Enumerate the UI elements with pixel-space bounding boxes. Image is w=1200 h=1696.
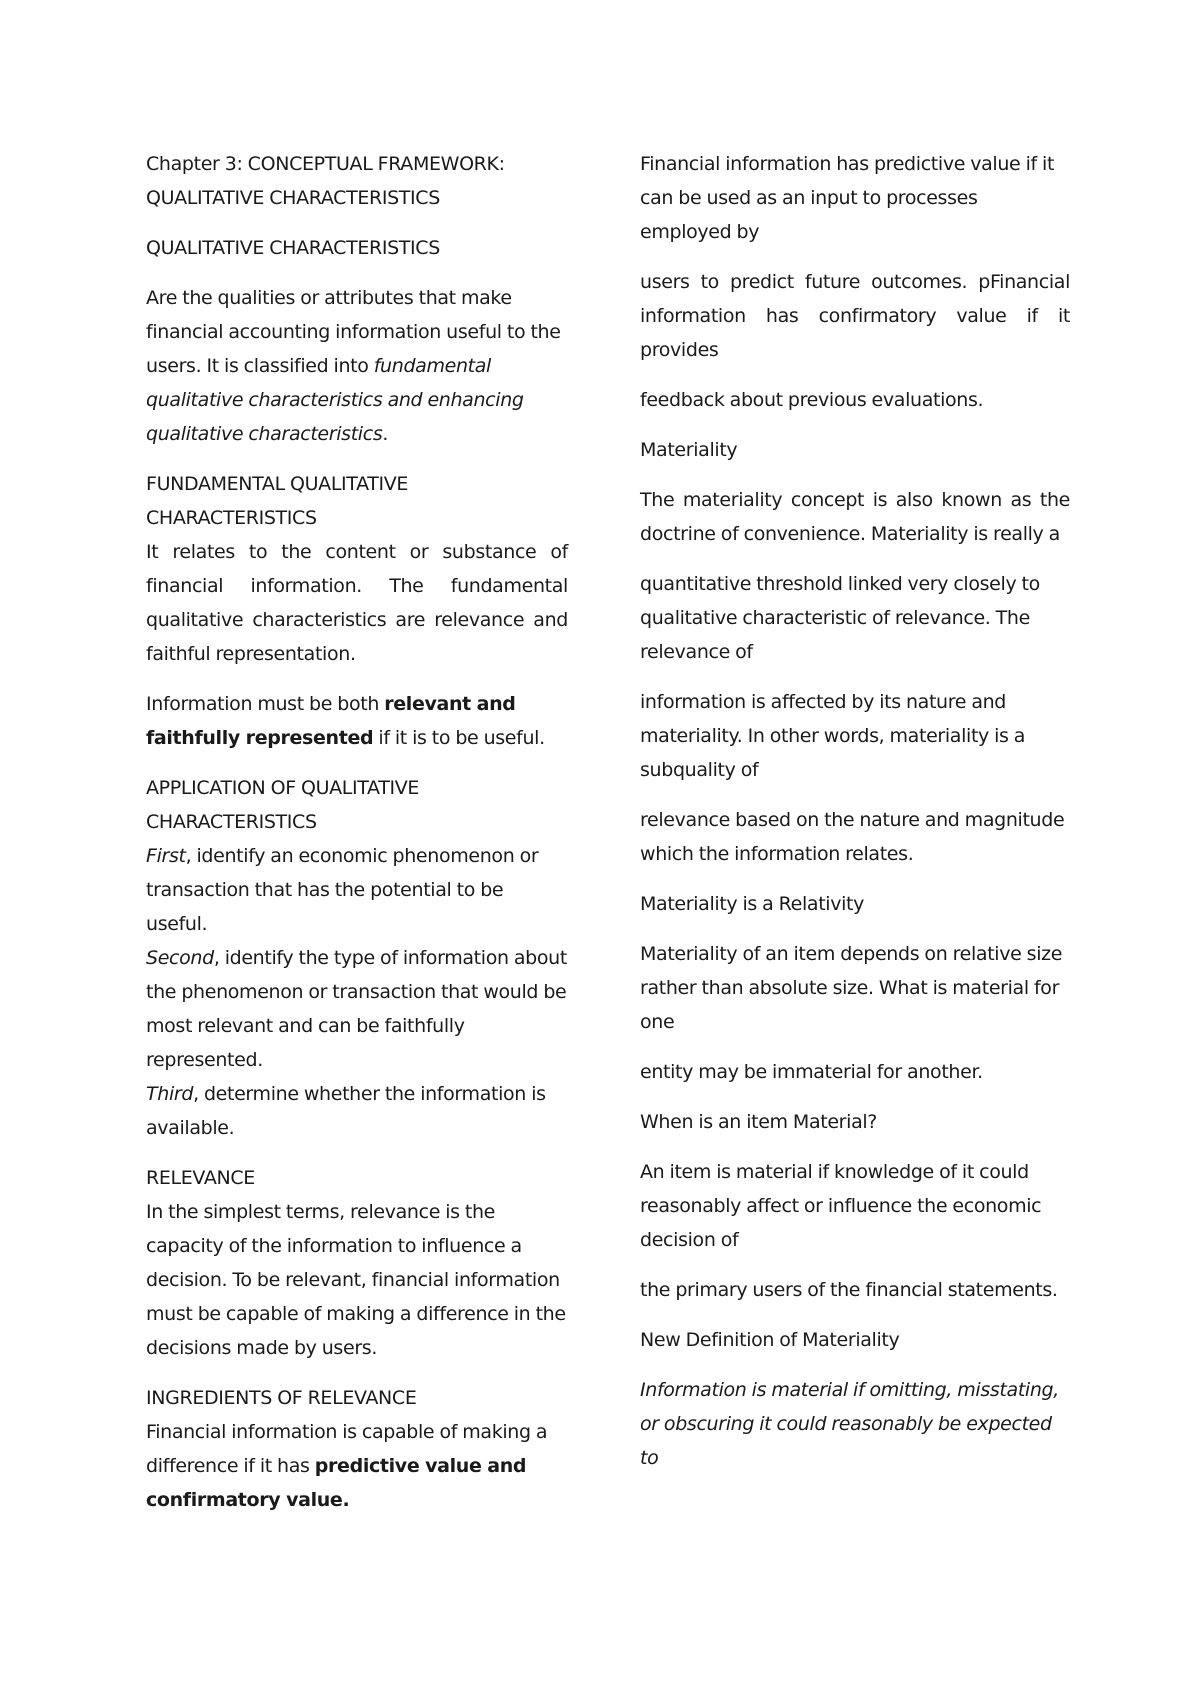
heading-materiality bbox=[640, 433, 1070, 467]
heading-ingredients-of-relevance-segment: INGREDIENTS OF RELEVANCE bbox=[146, 1387, 417, 1409]
information-nature-text-segment: information is affected by its nature and materiality. In other words, materiality is a subquality of bbox=[640, 691, 1026, 781]
right-column bbox=[640, 147, 1070, 1491]
heading-when-material bbox=[640, 1105, 1070, 1139]
qualitative-characteristics-definition bbox=[146, 281, 568, 451]
predictive-value-text-segment: Financial information has predictive value if it can be used as an input to processes employed by bbox=[640, 153, 1055, 243]
confirmatory-value-text bbox=[640, 265, 1070, 367]
heading-qualitative-characteristics-segment: QUALITATIVE CHARACTERISTICS bbox=[146, 237, 440, 259]
application-step-first bbox=[146, 839, 568, 941]
heading-fundamental-qualitative-characteristics bbox=[146, 467, 568, 535]
feedback-text bbox=[640, 383, 1070, 417]
fundamental-characteristics-text bbox=[146, 535, 568, 671]
heading-application-segment: APPLICATION OF QUALITATIVE CHARACTERISTICS bbox=[146, 777, 420, 833]
heading-relevance bbox=[146, 1161, 568, 1195]
ingredients-text-segment: Financial information is capable of making a difference if it has bbox=[146, 1421, 548, 1477]
heading-application bbox=[146, 771, 568, 839]
new-definition-text bbox=[640, 1373, 1070, 1475]
materiality-concept-text-segment: The materiality concept is also known as the doctrine of convenience. Materiality is really a bbox=[640, 489, 1070, 545]
relevance-definition-segment: In the simplest terms, relevance is the capacity of the information to influence a decision. To be relevant, financial information must be capable of making a difference in the decisions made by users. bbox=[146, 1201, 566, 1359]
predictive-value-text bbox=[640, 147, 1070, 249]
application-step-third-segment: , determine whether the information is available. bbox=[146, 1083, 546, 1139]
immaterial-text bbox=[640, 1055, 1070, 1089]
primary-users-text bbox=[640, 1273, 1070, 1307]
qualitative-characteristics-definition-segment: . bbox=[382, 423, 389, 445]
application-step-second-segment: Second bbox=[146, 947, 214, 969]
application-step-first-segment: First bbox=[146, 845, 186, 867]
relevant-and-faithful-statement-segment: Information must be both bbox=[146, 693, 385, 715]
heading-materiality-relativity bbox=[640, 887, 1070, 921]
relevant-and-faithful-statement bbox=[146, 687, 568, 755]
materiality-concept-text bbox=[640, 483, 1070, 551]
ingredients-text-segment: predictive value and confirmatory value. bbox=[146, 1455, 527, 1511]
information-nature-text bbox=[640, 685, 1070, 787]
chapter-title-segment: Chapter 3: CONCEPTUAL FRAMEWORK: QUALITATIVE CHARACTERISTICS bbox=[146, 153, 505, 209]
application-step-third-segment: Third bbox=[146, 1083, 194, 1105]
heading-relevance-segment: RELEVANCE bbox=[146, 1167, 255, 1189]
chapter-title bbox=[146, 147, 568, 215]
relative-size-text bbox=[640, 937, 1070, 1039]
application-step-second bbox=[146, 941, 568, 1077]
application-step-third bbox=[146, 1077, 568, 1145]
heading-ingredients-of-relevance bbox=[146, 1381, 568, 1415]
heading-materiality-segment: Materiality bbox=[640, 439, 738, 461]
quantitative-threshold-text-segment: quantitative threshold linked very closely to qualitative characteristic of relevance. The relevance of bbox=[640, 573, 1040, 663]
heading-when-material-segment: When is an item Material? bbox=[640, 1111, 878, 1133]
qualitative-characteristics-definition-segment: fundamental qualitative characteristics and enhancing qualitative characteristics bbox=[146, 355, 524, 445]
ingredients-text bbox=[146, 1415, 568, 1517]
heading-new-definition-segment: New Definition of Materiality bbox=[640, 1329, 900, 1351]
relevant-and-faithful-statement-segment: relevant and faithfully represented bbox=[146, 693, 516, 749]
relevance-nature-text-segment: relevance based on the nature and magnitude which the information relates. bbox=[640, 809, 1065, 865]
confirmatory-value-text-segment: users to predict future outcomes. pFinancial information has confirmatory value if it provides bbox=[640, 271, 1070, 361]
quantitative-threshold-text bbox=[640, 567, 1070, 669]
item-material-text bbox=[640, 1155, 1070, 1257]
application-step-second-segment: , identify the type of information about the phenomenon or transaction that would be most relevant and can be faithfully represented. bbox=[146, 947, 567, 1071]
new-definition-text-segment: Information is material if omitting, misstating, or obscuring it could reasonably be expected to bbox=[640, 1379, 1059, 1469]
relevant-and-faithful-statement-segment: if it is to be useful. bbox=[373, 727, 545, 749]
relative-size-text-segment: Materiality of an item depends on relative size rather than absolute size. What is material for one bbox=[640, 943, 1063, 1033]
immaterial-text-segment: entity may be immaterial for another. bbox=[640, 1061, 983, 1083]
item-material-text-segment: An item is material if knowledge of it could reasonably affect or influence the economic decision of bbox=[640, 1161, 1042, 1251]
heading-qualitative-characteristics bbox=[146, 231, 568, 265]
fundamental-characteristics-text-segment: It relates to the content or substance of financial information. The fundamental qualitative characteristics are relevance and faithful representation. bbox=[146, 541, 568, 665]
feedback-text-segment: feedback about previous evaluations. bbox=[640, 389, 984, 411]
left-column bbox=[146, 147, 568, 1533]
heading-materiality-relativity-segment: Materiality is a Relativity bbox=[640, 893, 865, 915]
qualitative-characteristics-definition-segment: Are the qualities or attributes that make financial accounting information useful to the users. It is classified into bbox=[146, 287, 561, 377]
application-step-first-segment: , identify an economic phenomenon or transaction that has the potential to be useful. bbox=[146, 845, 539, 935]
heading-new-definition bbox=[640, 1323, 1070, 1357]
relevance-nature-text bbox=[640, 803, 1070, 871]
heading-fundamental-qualitative-characteristics-segment: FUNDAMENTAL QUALITATIVE CHARACTERISTICS bbox=[146, 473, 409, 529]
relevance-definition bbox=[146, 1195, 568, 1365]
primary-users-text-segment: the primary users of the financial statements. bbox=[640, 1279, 1058, 1301]
